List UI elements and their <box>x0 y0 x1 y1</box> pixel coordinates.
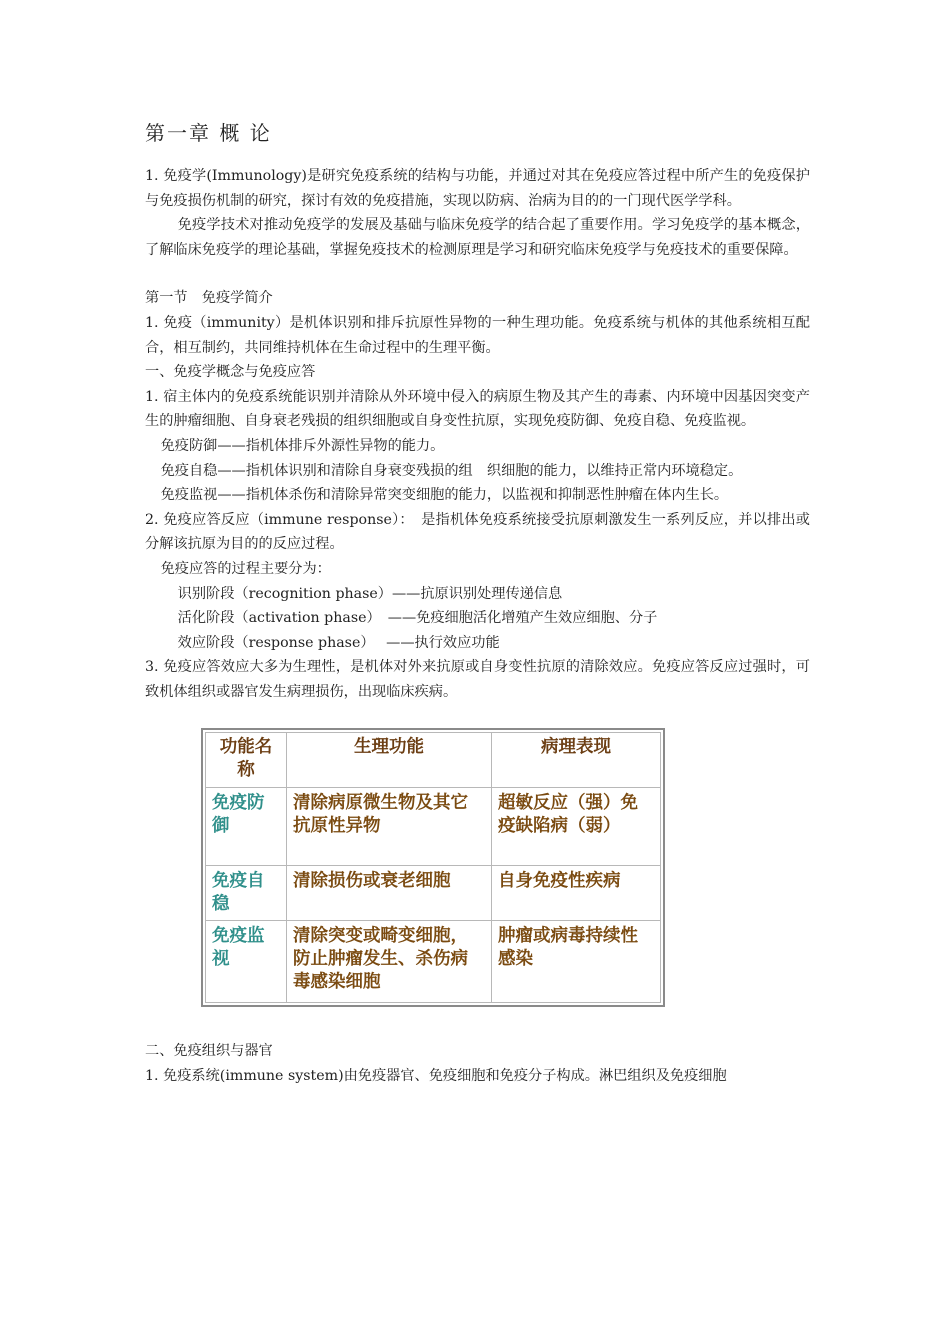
row-function-name: 免疫监视 <box>206 921 287 1003</box>
row-function-name: 免疫防御 <box>206 788 287 866</box>
header-pathology: 病理表现 <box>492 733 661 788</box>
row-pathology: 自身免疫性疾病 <box>492 866 661 921</box>
def-immune-surveillance: 免疫监视——指机体杀伤和清除异常突变细胞的能力，以监视和抑制恶性肿瘤在体内生长。 <box>160 487 729 504</box>
row-physiology: 清除损伤或衰老细胞 <box>287 866 492 921</box>
spacer <box>145 262 810 286</box>
immune-system-paragraph: 1. 免疫系统(immune system)由免疫器官、免疫细胞和免疫分子构成。淋巴组织及免疫细胞 <box>145 1068 727 1085</box>
row-pathology: 超敏反应（强）免疫缺陷病（弱） <box>492 788 661 866</box>
process-intro: 免疫应答的过程主要分为： <box>160 560 331 577</box>
def-immune-stability: 免疫自稳——指机体识别和清除自身衰变残损的组 织细胞的能力，以维持正常内环境稳定。 <box>160 462 743 479</box>
immune-function-table <box>205 732 661 1003</box>
subsection-title: 一、免疫学概念与免疫应答 <box>145 364 316 381</box>
table-row <box>206 866 661 921</box>
row-pathology: 肿瘤或病毒持续性感染 <box>492 921 661 1003</box>
row-physiology: 清除突变或畸变细胞，防止肿瘤发生、杀伤病毒感染细胞 <box>287 921 492 1003</box>
chapter-title: 第一章 概 论 <box>145 121 272 145</box>
phase-activation: 活化阶段（activation phase） ——免疫细胞活化增殖产生效应细胞、分子 <box>177 610 658 627</box>
immune-functions-paragraph: 1. 宿主体内的免疫系统能识别并清除从外环境中侵入的病原生物及其产生的毒素、内环境中因基因突变产生的肿瘤细胞、自身衰老残损的组织细胞或自身变性抗原，实现免疫防御、免疫自稳、免疫监视。 <box>145 388 810 430</box>
table-row <box>206 788 661 866</box>
row-physiology: 清除病原微生物及其它抗原性异物 <box>287 788 492 866</box>
table-row <box>206 921 661 1003</box>
intro-paragraph-2: 免疫学技术对推动免疫学的发展及基础与临床免疫学的结合起了重要作用。学习免疫学的基本概念，了解临床免疫学的理论基础，掌握免疫技术的检测原理是学习和研究临床免疫学与免疫技术的重要保障。 <box>145 217 810 258</box>
immunity-definition: 1. 免疫（immunity）是机体识别和排斥抗原性异物的一种生理功能。免疫系统与机体的其他系统相互配合，相互制约，共同维持机体在生命过程中的生理平衡。 <box>145 314 810 356</box>
immune-response-definition: 2. 免疫应答反应（immune response）： 是指机体免疫系统接受抗原刺激发生一系列反应，并以排出或分解该抗原为目的的反应过程。 <box>145 511 810 553</box>
document-page <box>145 118 810 1089</box>
table-header-row <box>206 733 661 788</box>
header-function-name: 功能名称 <box>206 733 287 788</box>
section-title: 第一节 免疫学简介 <box>145 290 273 307</box>
phase-response: 效应阶段（response phase） ——执行效应功能 <box>177 634 500 651</box>
header-physiology: 生理功能 <box>287 733 492 788</box>
immune-function-table-image <box>201 728 665 1007</box>
intro-paragraph-1: 1. 免疫学(Immunology)是研究免疫系统的结构与功能，并通过对其在免疫应答过程中所产生的免疫保护与免疫损伤机制的研究，探讨有效的免疫措施，实现以防病、治病为目的的一门现代医学学科。 <box>145 168 810 209</box>
section-2-title: 二、免疫组织与器官 <box>145 1043 273 1060</box>
immune-effect-paragraph: 3. 免疫应答效应大多为生理性，是机体对外来抗原或自身变性抗原的清除效应。免疫应答反应过强时，可致机体组织或器官发生病理损伤，出现临床疾病。 <box>145 659 810 700</box>
def-immune-defense: 免疫防御——指机体排斥外源性异物的能力。 <box>160 437 445 454</box>
phase-recognition: 识别阶段（recognition phase）——抗原识别处理传递信息 <box>177 585 563 602</box>
row-function-name: 免疫自稳 <box>206 866 287 921</box>
